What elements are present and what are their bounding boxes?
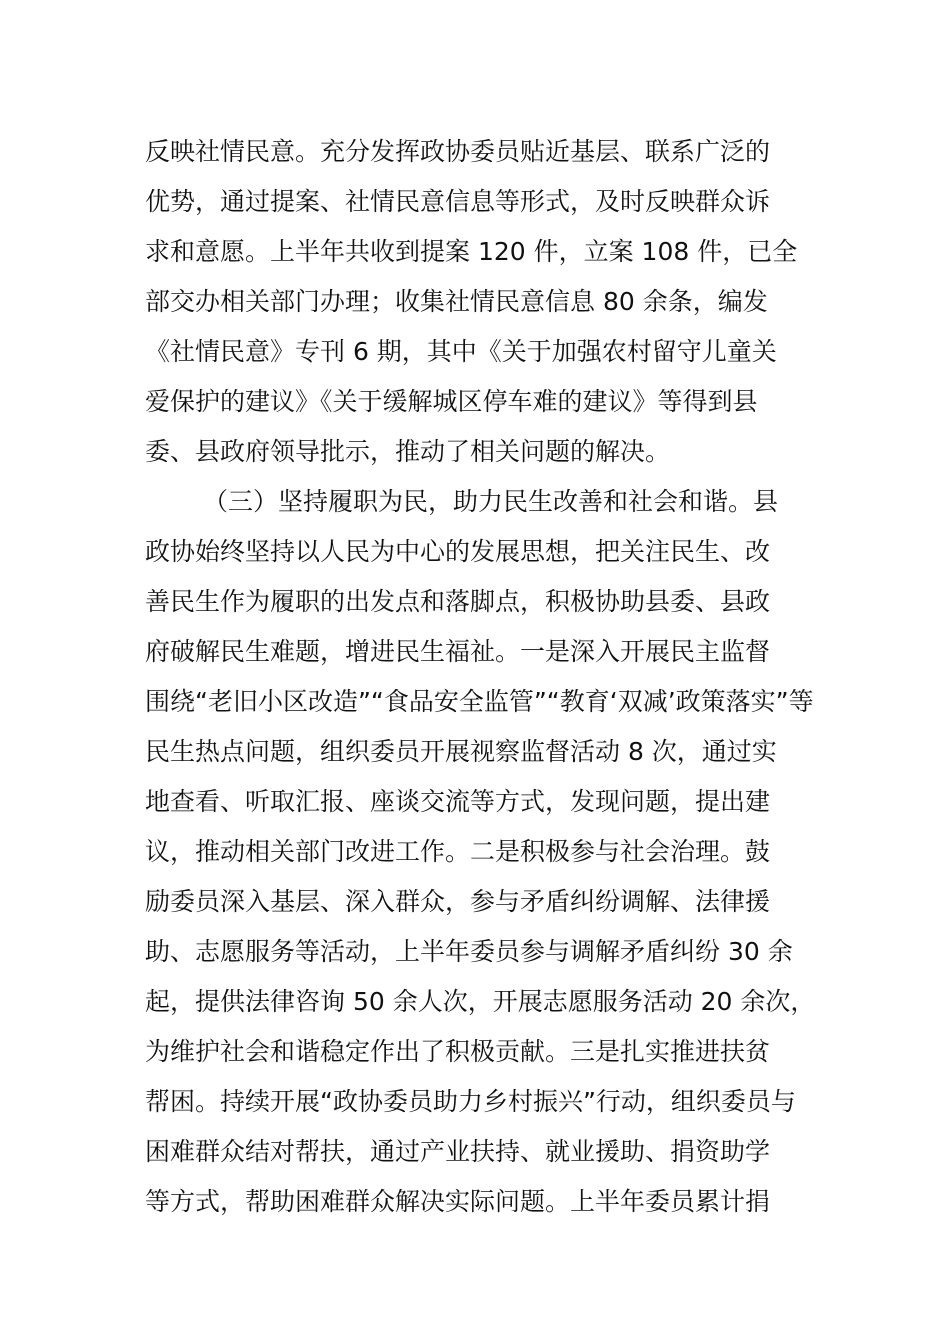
text-line: 优势，通过提案、社情民意信息等形式，及时反映群众诉: [145, 187, 771, 216]
text-line: 《社情民意》专刊 6 期，其中《关于加强农村留守儿童关: [145, 337, 777, 366]
text-line: 部交办相关部门办理；收集社情民意信息 80 余条，编发: [145, 287, 768, 316]
text-line: 爱保护的建议》《关于缓解城区停车难的建议》等得到县: [145, 387, 758, 416]
text-line: 政协始终坚持以人民为中心的发展思想，把关注民生、改: [145, 537, 771, 566]
text-line: 地查看、听取汇报、座谈交流等方式，发现问题，提出建: [145, 787, 771, 816]
text-line: 帮困。持续开展“政协委员助力乡村振兴”行动，组织委员与: [145, 1087, 796, 1116]
body-text: [145, 127, 845, 1227]
text-line: 反映社情民意。充分发挥政协委员贴近基层、联系广泛的: [145, 137, 771, 166]
text-line: 起，提供法律咨询 50 余人次，开展志愿服务活动 20 余次，: [145, 987, 816, 1016]
text-line: 善民生作为履职的出发点和落脚点，积极协助县委、县政: [145, 587, 771, 616]
text-line: 困难群众结对帮扶，通过产业扶持、就业援助、捐资助学: [145, 1137, 771, 1166]
text-line: 等方式，帮助困难群众解决实际问题。上半年委员累计捐: [145, 1187, 771, 1216]
text-line: 助、志愿服务等活动，上半年委员参与调解矛盾纠纷 30 余: [145, 937, 793, 966]
text-line: 府破解民生难题，增进民生福祉。一是深入开展民主监督: [145, 637, 771, 666]
text-line: 励委员深入基层、深入群众，参与矛盾纠纷调解、法律援: [145, 887, 771, 916]
text-line: 委、县政府领导批示，推动了相关问题的解决。: [145, 437, 671, 466]
text-line: 议，推动相关部门改进工作。二是积极参与社会治理。鼓: [145, 837, 771, 866]
section-heading-line: （三）坚持履职为民，助力民生改善和社会和谐。县: [203, 487, 779, 516]
text-line: 围绕“老旧小区改造”“食品安全监管”“教育‘双减’政策落实”等: [145, 687, 814, 716]
text-line: 求和意愿。上半年共收到提案 120 件，立案 108 件，已全: [145, 237, 798, 266]
text-line: 民生热点问题，组织委员开展视察监督活动 8 次，通过实: [145, 737, 777, 766]
text-line: 为维护社会和谐稳定作出了积极贡献。三是扎实推进扶贫: [145, 1037, 771, 1066]
